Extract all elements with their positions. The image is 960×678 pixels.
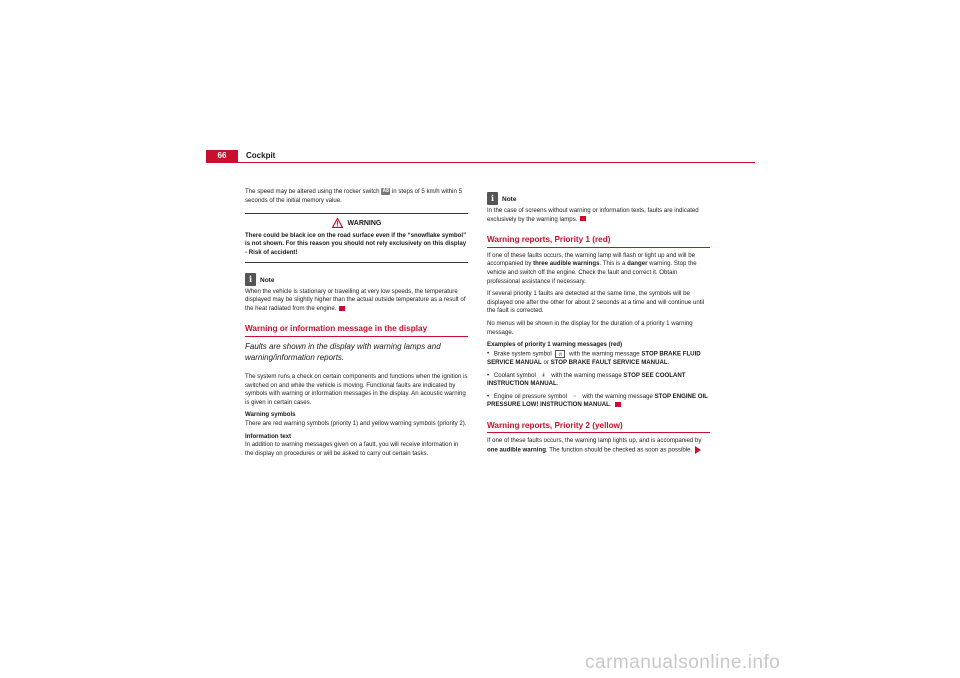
priority1-section-title: Warning reports, Priority 1 (red) [487, 236, 710, 248]
oil-can-icon: ⌂ [573, 393, 576, 399]
coolant-icon: 🌡 [541, 371, 547, 377]
watermark: carmanualsonline.info [585, 652, 781, 673]
end-marker-icon [580, 216, 586, 221]
priority1-intro: If one of these faults occurs, the warning lamp will flash or light up and will be accompanied by three audible warnings. This is a danger warning. Stop the vehicle and switch off the engine. Check the fault and correct it. Obtain professional assistance if necessary. [487, 251, 697, 285]
warning-symbols-text: There are red warning symbols (priority 1) and yellow warning symbols (priority 2). [245, 420, 467, 428]
warning-box [245, 213, 468, 262]
information-text-heading: Information text [245, 432, 292, 440]
brake-system-icon: (!) [555, 350, 565, 358]
intro-paragraph: The speed may be altered using the rocker switch A8 in steps of 5 km/h within 5 seconds of the initial memory value. [245, 188, 463, 204]
information-text: In addition to warning messages given on a fault, you will receive information in the display on procedures or will be asked to carry out certain tasks. [245, 441, 459, 457]
section-title: Warning or information message in the display [245, 325, 468, 337]
note-text: In the case of screens without warning or information texts, faults are indicated exclusively by the warning lamps. [487, 207, 699, 223]
warning-text: There could be black ice on the road surface even if the “snowflake symbol” is not shown. For this reason you should not rely exclusively on this display - Risk of accident! [245, 231, 467, 257]
header-rule [206, 162, 755, 163]
note-heading: i Note [487, 192, 710, 205]
page-number: 66 [206, 150, 238, 162]
note-info-icon [487, 192, 498, 205]
bullet-item-oil: • Engine oil pressure symbol ⌂ with the warning message STOP ENGINE OIL PRESSURE LOW! INSTRUCTION MANUAL. [487, 393, 710, 410]
page-header [206, 150, 755, 162]
chapter-title: Cockpit [246, 151, 276, 160]
note-text: When the vehicle is stationary or travelling at very low speeds, the temperature displayed may be slightly higher than the actual outside temperature as a result of the heat radiated from the engine. [245, 287, 466, 312]
note-heading: i Note [245, 273, 468, 286]
examples-heading: Examples of priority 1 warning messages (red) [487, 341, 623, 349]
priority2-section-title: Warning reports, Priority 2 (yellow) [487, 422, 710, 434]
bullet-item-coolant: • Coolant symbol 🌡 with the warning message STOP SEE COOLANT INSTRUCTION MANUAL. [487, 372, 710, 389]
priority2-intro: If one of these faults occurs, the warning lamp lights up, and is accompanied by one audible warning. The function should be checked as soon as possible. [487, 437, 702, 454]
warning-heading: WARNING [245, 218, 468, 229]
left-column [245, 188, 468, 462]
body-paragraph: If several priority 1 faults are detected at the same time, the symbols will be displayed one after the other for about 2 seconds at a time and will continue until the fault is corrected. [487, 290, 705, 315]
warning-symbols-heading: Warning symbols [245, 411, 296, 419]
body-paragraph: No menus will be shown in the display for the duration of a priority 1 warning message. [487, 319, 693, 336]
bullet-item-brake: • Brake system symbol (!) with the warning message STOP BRAKE FLUID SERVICE MANUAL or STOP BRAKE FAULT SERVICE MANUAL. [487, 350, 710, 368]
right-column [487, 188, 710, 459]
note-info-icon [245, 273, 256, 286]
end-marker-icon [615, 402, 621, 407]
body-paragraph: The system runs a check on certain components and functions when the ignition is switched on and while the vehicle is moving. Functional faults are indicated by symbols with warning or information messages in the display. An acoustic warning is given in certain cases. [245, 373, 468, 406]
control-reference-badge: A8 [382, 188, 389, 194]
warning-triangle-icon [332, 218, 343, 228]
section-subtitle: Faults are shown in the display with warning lamps and warning/information reports. [245, 342, 441, 363]
end-marker-icon [339, 306, 345, 311]
continue-arrow-icon [695, 446, 701, 454]
